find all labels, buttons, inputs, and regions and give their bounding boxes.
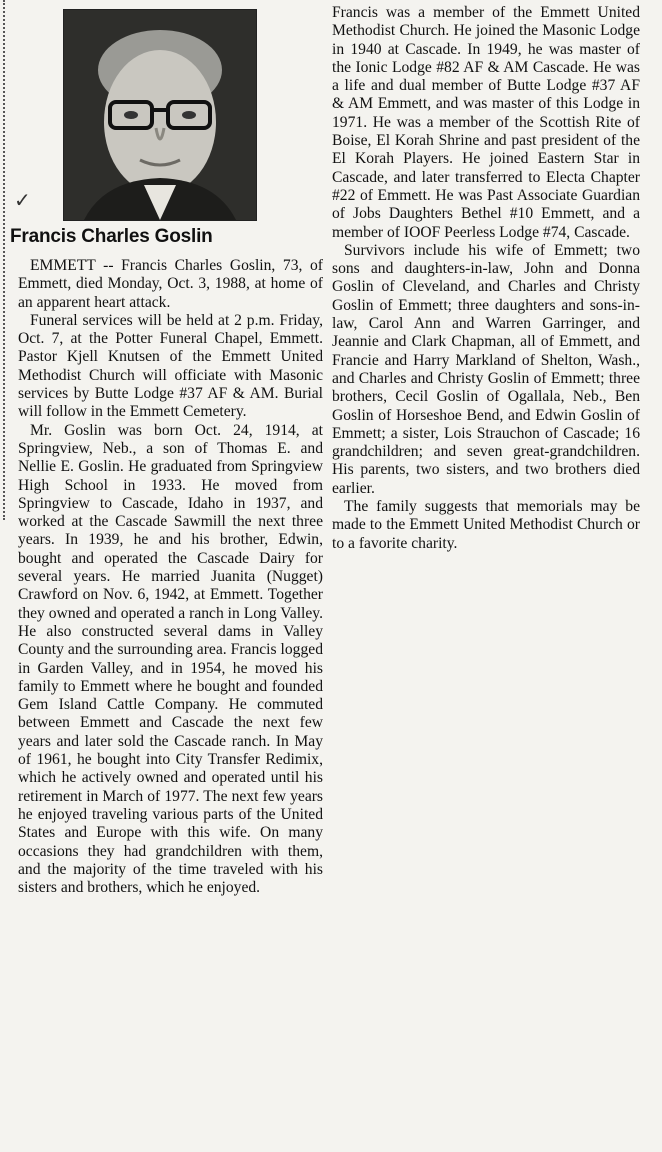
portrait-photo-icon bbox=[63, 9, 257, 221]
obituary-name-heading: Francis Charles Goslin bbox=[10, 226, 213, 247]
paragraph-intro: EMMETT -- Francis Charles Goslin, 73, of Emmett, died Monday, Oct. 3, 1988, at home of an apparent heart attack. bbox=[18, 257, 323, 311]
paragraph-memberships: Francis was a member of the Emmett United Methodist Church. He joined the Masonic Lodge in 1940 at Cascade. In 1949, he was master of the Ionic Lodge #82 AF & AM Cascade. He was a life and dual member of Butte Lodge #37 AF & AM Emmett, and was master of this Lodge in 1971. He was a member of the Scottish Rite of Boise, El Korah Shrine and past president of the El Korah Players. He joined Eastern Star in Cascade, and later transferred to Electa Chapter #22 of Emmett. He was Past Associate Guardian of Jobs Daughters Bethel #10 Emmett, and a member of IOOF Peerless Lodge #74, Cascade. bbox=[332, 4, 640, 241]
right-column bbox=[332, 4, 640, 553]
margin-check-mark: ✓ bbox=[14, 190, 31, 212]
portrait-photo-svg bbox=[64, 10, 256, 220]
paragraph-funeral: Funeral services will be held at 2 p.m. Friday, Oct. 7, at the Potter Funeral Chapel, Emmett. Pastor Kjell Knutsen of the Emmett United Methodist Church will officiate with Masonic services by Butte Lodge #37 AF & AM. Burial will follow in the Emmett Cemetery. bbox=[18, 311, 323, 421]
paragraph-survivors: Survivors include his wife of Emmett; two sons and daughters-in-law, John and Donna Goslin of Cleveland, and Charles and Christy Goslin of Emmett; three daughters and sons-in-law, Carol Ann and Warren Garringer, and Jeannie and Clark Chapman, all of Emmett, and Francie and Harry Markland of Shelton, Wash., and Charles and Christy Goslin of Emmett; three brothers, Cecil Goslin of Ogallala, Neb., Ben Goslin of Horseshoe Bend, and Edwin Goslin of Emmett; a sister, Lois Strauchon of Cascade; 16 grandchildren; and seven great-grandchildren. His parents, two sisters, and two brothers died earlier. bbox=[332, 241, 640, 497]
clipping-edge-dots bbox=[3, 0, 9, 520]
left-column bbox=[18, 257, 323, 897]
paragraph-biography: Mr. Goslin was born Oct. 24, 1914, at Springview, Neb., a son of Thomas E. and Nellie E. Goslin. He graduated from Springview High School in 1933. He moved from Springview to Cascade, Idaho in 1937, and worked at the Cascade Sawmill the next three years. In 1939, he and his brother, Edwin, bought and operated the Cascade Dairy for several years. He married Juanita (Nugget) Crawford on Nov. 6, 1942, at Emmett. Together they owned and operated a ranch in Long Valley. He also constructed several dams in Valley County and the surrounding area. Francis logged in Garden Valley, and in 1954, he moved his family to Emmett where he bought and founded Gem Island Cattle Company. He commuted between Emmett and Cascade the next few years and later sold the Cascade ranch. In May of 1961, he bought into City Transfer Redimix, which he actively owned and operated until his retirement in March of 1977. The next few years he enjoyed traveling various parts of the United States and Europe with this wife. On many occasions they had grandchildren with them, and the majority of the time traveled with his sisters and brothers, which he enjoyed. bbox=[18, 421, 323, 897]
paragraph-memorials: The family suggests that memorials may be made to the Emmett United Methodist Church or to a favorite charity. bbox=[332, 498, 640, 552]
